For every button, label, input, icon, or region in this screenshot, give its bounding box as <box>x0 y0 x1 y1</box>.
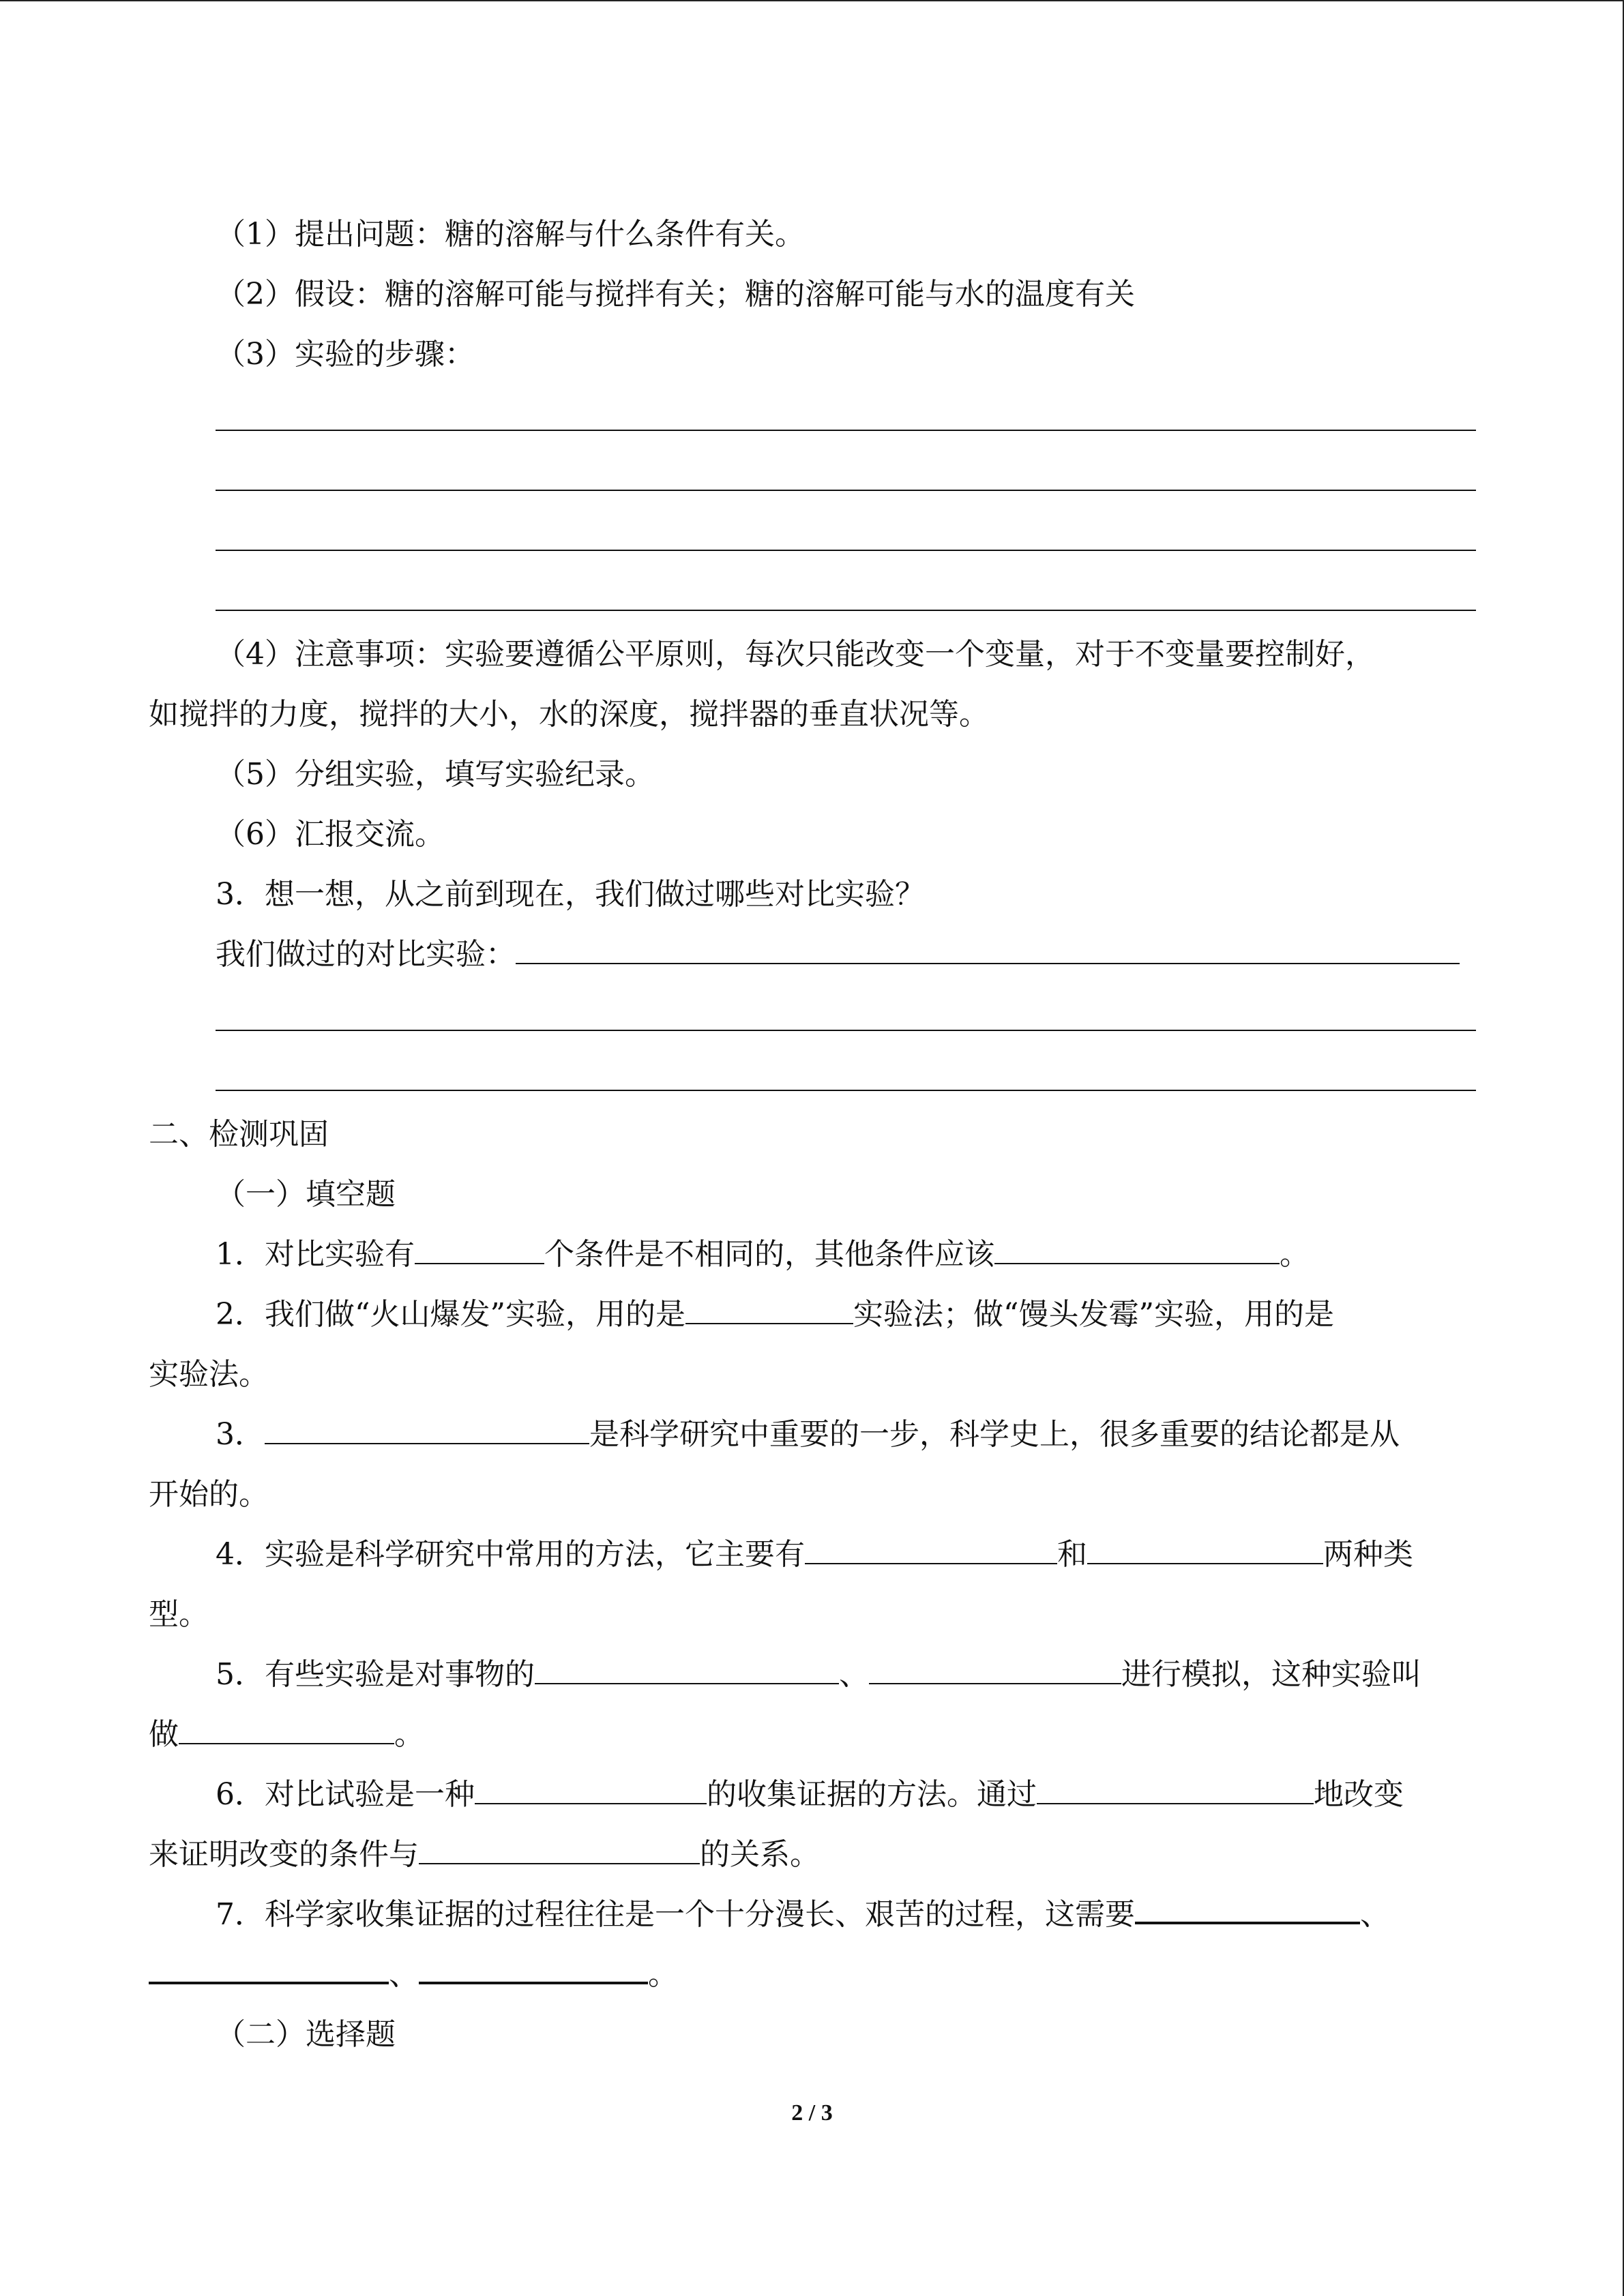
answer-line[interactable] <box>149 385 1476 445</box>
item-3: （3）实验的步骤： <box>216 337 475 372</box>
experiments-answer-row <box>149 925 1476 985</box>
fill-5-blank-3[interactable] <box>179 1713 394 1744</box>
item-5: （5）分组实验，填写实验纪录。 <box>216 757 655 792</box>
fill-question-7 <box>149 1885 1476 1945</box>
fill-7-text-a: 7．科学家收集证据的过程往往是一个十分漫长、艰苦的过程，这需要 <box>216 1897 1135 1932</box>
fill-6-text-d: 来证明改变的条件与 <box>149 1837 419 1872</box>
fill-4-blank-2[interactable] <box>1087 1533 1323 1564</box>
answer-line[interactable] <box>149 505 1476 565</box>
fill-question-5-cont <box>149 1705 1476 1765</box>
fill-5-text-d: 做 <box>149 1717 179 1752</box>
fill-question-1 <box>149 1225 1476 1285</box>
worksheet-content <box>149 205 1476 2065</box>
fill-1-blank-2[interactable] <box>994 1233 1280 1264</box>
item-4-line-2: 如搅拌的力度，搅拌的大小，水的深度，搅拌器的垂直状况等。 <box>149 697 989 732</box>
fill-question-6 <box>149 1765 1476 1825</box>
subsection-fill-in: （一）填空题 <box>216 1177 396 1212</box>
item-2: （2）假设：糖的溶解可能与搅拌有关；糖的溶解可能与水的温度有关 <box>216 277 1135 312</box>
fill-1-text-a: 1．对比实验有 <box>216 1237 415 1272</box>
fill-7-blank-1[interactable] <box>1135 1892 1360 1924</box>
fill-7-text-c: 、 <box>389 1957 419 1992</box>
fill-1-text-b: 个条件是不相同的，其他条件应该 <box>544 1237 994 1272</box>
fill-5-text-c: 进行模拟，这种实验叫 <box>1121 1657 1421 1692</box>
fill-1-text-c: 。 <box>1280 1237 1310 1272</box>
fill-7-blank-3[interactable] <box>419 1952 648 1984</box>
fill-2-blank-1[interactable] <box>685 1293 853 1324</box>
fill-5-blank-1[interactable] <box>535 1653 839 1684</box>
fill-6-text-c: 地改变 <box>1314 1777 1404 1812</box>
experiments-answer-label: 我们做过的对比实验： <box>216 937 516 972</box>
fill-5-text-b: 、 <box>839 1657 869 1692</box>
fill-question-2-cont: 实验法。 <box>149 1357 269 1392</box>
fill-2-text-b: 实验法；做“馒头发霉”实验，用的是 <box>853 1297 1334 1332</box>
fill-4-text-c: 两种类 <box>1323 1537 1413 1572</box>
fill-question-3-cont: 开始的。 <box>149 1477 269 1512</box>
fill-5-text-a: 5．有些实验是对事物的 <box>216 1657 535 1692</box>
fill-4-blank-1[interactable] <box>805 1533 1057 1564</box>
subsection-multiple-choice: （二）选择题 <box>216 2017 396 2052</box>
fill-6-text-a: 6．对比试验是一种 <box>216 1777 475 1812</box>
fill-6-text-e: 的关系。 <box>700 1837 820 1872</box>
fill-4-text-b: 和 <box>1057 1537 1087 1572</box>
section-title: 二、检测巩固 <box>149 1117 329 1152</box>
item-6: （6）汇报交流。 <box>216 817 445 852</box>
fill-question-4 <box>149 1525 1476 1585</box>
fill-5-blank-2[interactable] <box>869 1653 1121 1684</box>
fill-7-text-b: 、 <box>1360 1897 1390 1932</box>
fill-1-blank-1[interactable] <box>415 1233 544 1264</box>
fill-question-7-cont <box>149 1945 1476 2005</box>
fill-6-blank-1[interactable] <box>475 1773 707 1804</box>
fill-question-6-cont <box>149 1825 1476 1885</box>
fill-3-text-a: 3． <box>216 1417 265 1452</box>
item-4-line-1: （4）注意事项：实验要遵循公平原则，每次只能改变一个变量，对于不变量要控制好， <box>216 637 1375 672</box>
page-number: 2 / 3 <box>791 2100 833 2126</box>
fill-6-blank-3[interactable] <box>419 1833 700 1864</box>
fill-question-4-cont: 型。 <box>149 1597 209 1632</box>
item-1: （1）提出问题：糖的溶解与什么条件有关。 <box>216 217 805 252</box>
fill-3-text-b: 是科学研究中重要的一步，科学史上，很多重要的结论都是从 <box>589 1417 1400 1452</box>
fill-question-5 <box>149 1645 1476 1705</box>
experiments-answer-blank[interactable] <box>516 933 1460 964</box>
fill-5-text-e: 。 <box>394 1717 424 1752</box>
answer-line[interactable] <box>149 1045 1476 1105</box>
fill-6-blank-2[interactable] <box>1037 1773 1314 1804</box>
fill-question-3 <box>149 1405 1476 1465</box>
fill-6-text-b: 的收集证据的方法。通过 <box>707 1777 1037 1812</box>
fill-question-2 <box>149 1285 1476 1345</box>
answer-line[interactable] <box>149 565 1476 625</box>
answer-line[interactable] <box>149 445 1476 505</box>
fill-7-blank-2[interactable] <box>149 1952 389 1984</box>
question-3: 3．想一想，从之前到现在，我们做过哪些对比实验？ <box>216 877 925 912</box>
answer-line[interactable] <box>149 985 1476 1045</box>
fill-2-text-a: 2．我们做“火山爆发”实验，用的是 <box>216 1297 685 1332</box>
fill-3-blank-1[interactable] <box>265 1413 589 1444</box>
fill-4-text-a: 4．实验是科学研究中常用的方法，它主要有 <box>216 1537 805 1572</box>
fill-7-text-d: 。 <box>648 1957 678 1992</box>
